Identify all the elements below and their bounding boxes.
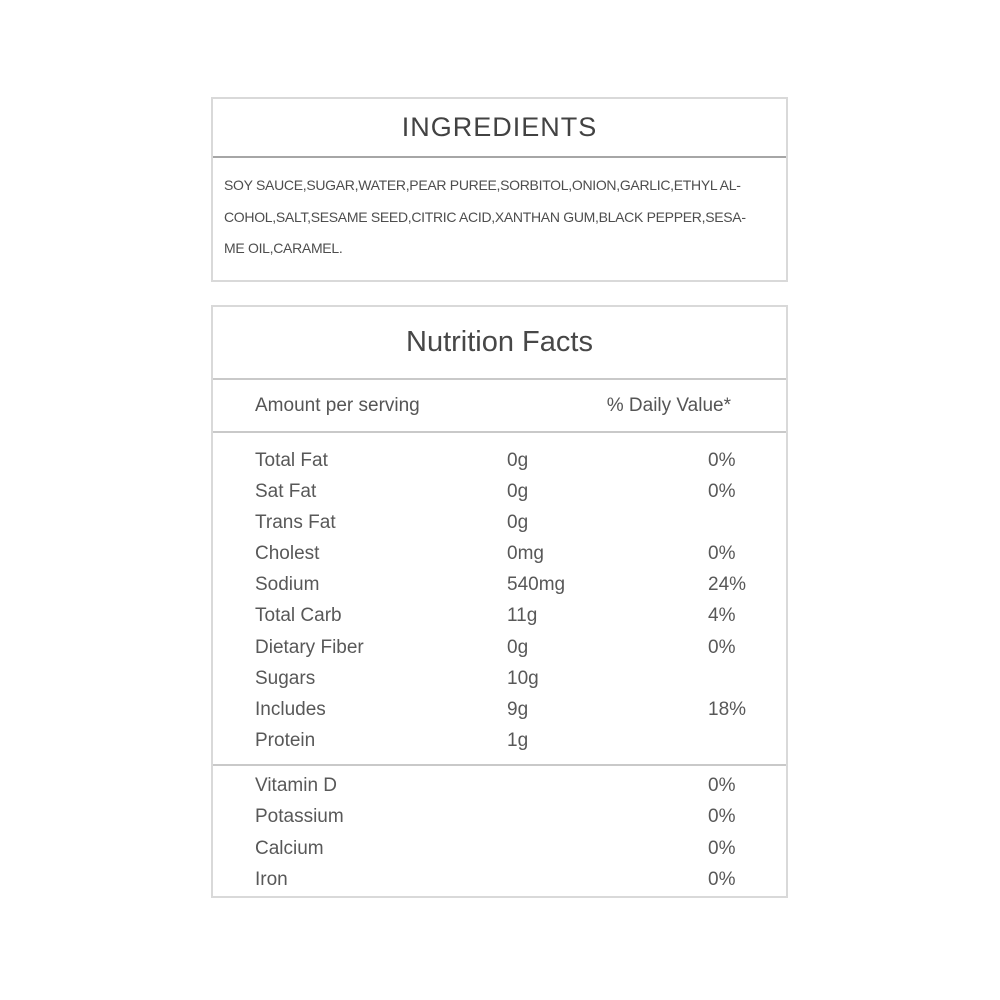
ingredients-text-line-3: ME OIL,CARAMEL. [224, 240, 343, 256]
nutrient-label: Includes [255, 698, 326, 720]
nutrient-rows [213, 433, 786, 764]
ingredients-text-line-2: COHOL,SALT,SESAME SEED,CITRIC ACID,XANTHAN GUM,BLACK PEPPER,SESA- [224, 208, 746, 225]
micronutrient-label: Vitamin D [255, 774, 338, 796]
nutrient-amount: 9g [507, 698, 529, 720]
ingredients-text-line-1: SOY SAUCE,SUGAR,WATER,PEAR PUREE,SORBITOL,ONION,GARLIC,ETHYL AL- [224, 177, 741, 193]
nutrient-row-total-fat [255, 445, 786, 476]
nutrient-label: Sugars [255, 667, 316, 689]
micronutrient-label: Potassium [255, 806, 344, 828]
nutrient-row-includes [255, 694, 786, 725]
ingredients-text [213, 158, 786, 265]
micronutrient-row-iron [255, 864, 786, 895]
nutrient-row-sodium [255, 569, 786, 600]
nutrient-amount: 10g [507, 667, 539, 689]
ingredients-card [211, 97, 788, 282]
nutrient-row-sugars [255, 663, 786, 694]
micronutrient-label: Iron [255, 868, 288, 890]
nutrient-daily-value [708, 663, 786, 694]
ingredients-title: INGREDIENTS [213, 99, 786, 158]
nutrient-daily-value: 0% [708, 450, 736, 471]
nutrient-daily-value [708, 725, 786, 756]
nutrient-daily-value: 4% [708, 605, 736, 627]
nutrient-amount: 540mg [507, 574, 566, 596]
micronutrient-daily-value: 0% [708, 774, 736, 796]
nutrient-amount: 0mg [507, 543, 544, 565]
nutrient-daily-value: 24% [708, 574, 747, 596]
nutrition-facts-title: Nutrition Facts [213, 307, 786, 380]
nutrient-label: Trans Fat [255, 512, 336, 534]
nutrient-row-protein [255, 725, 786, 756]
nutrient-daily-value: 0% [708, 636, 736, 658]
nutrition-facts-card [211, 305, 788, 898]
nutrient-label: Sodium [255, 574, 320, 596]
micronutrient-row-vitamin-d [255, 770, 786, 801]
nutrient-daily-value: 0% [708, 481, 736, 503]
micronutrient-row-potassium [255, 801, 786, 832]
nutrient-amount: 0g [507, 636, 529, 658]
nutrition-header-row [213, 380, 786, 433]
daily-value-label: % Daily Value* [606, 394, 731, 416]
nutrient-amount: 0g [507, 450, 529, 471]
nutrient-row-total-carb [255, 600, 786, 631]
nutrient-amount: 0g [507, 481, 529, 503]
nutrient-label: Total Fat [255, 450, 328, 471]
nutrient-label: Total Carb [255, 605, 342, 627]
nutrient-daily-value: 18% [708, 698, 747, 720]
micronutrient-daily-value: 0% [708, 837, 736, 859]
nutrient-label: Protein [255, 729, 316, 751]
micronutrient-rows [213, 764, 786, 895]
nutrient-daily-value: 0% [708, 543, 736, 565]
nutrient-label: Sat Fat [255, 481, 317, 503]
micronutrient-row-calcium [255, 833, 786, 864]
nutrient-daily-value [708, 507, 786, 538]
nutrient-amount: 0g [507, 512, 529, 534]
micronutrient-daily-value: 0% [708, 868, 736, 890]
nutrient-row-sat-fat [255, 476, 786, 507]
nutrient-row-dietary-fiber [255, 632, 786, 663]
nutrient-amount: 11g [507, 605, 538, 627]
amount-per-serving-label: Amount per serving [255, 394, 420, 416]
nutrient-row-trans-fat [255, 507, 786, 538]
nutrient-label: Cholest [255, 543, 320, 565]
micronutrient-daily-value: 0% [708, 806, 736, 828]
nutrient-row-cholest [255, 538, 786, 569]
nutrient-label: Dietary Fiber [255, 636, 364, 658]
nutrient-amount: 1g [507, 729, 529, 751]
micronutrient-label: Calcium [255, 837, 324, 859]
